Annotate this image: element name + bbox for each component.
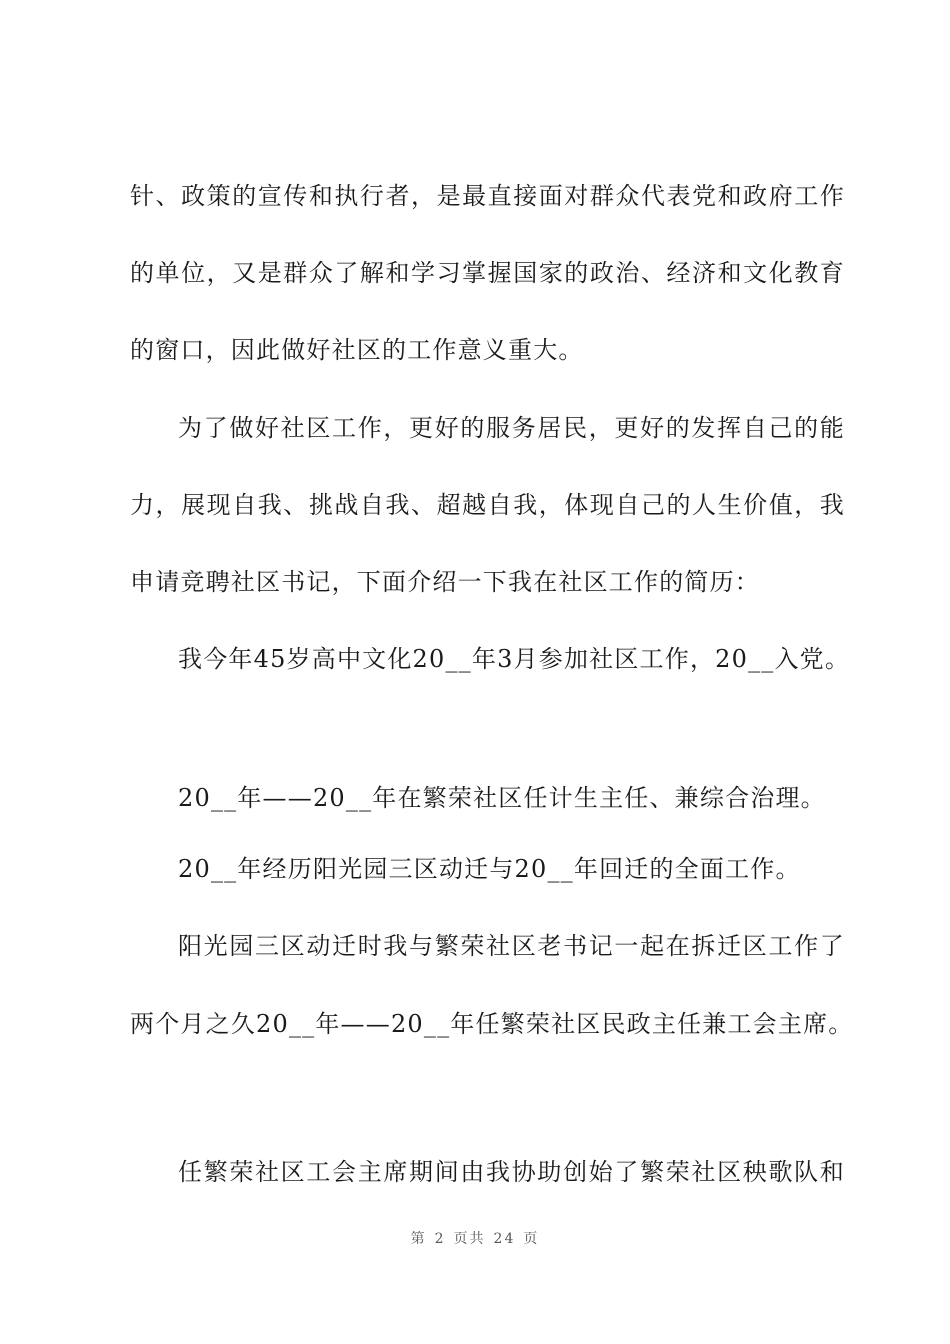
footer-prefix: 第 (410, 1231, 427, 1247)
paragraph-line: 针、政策的宣传和执行者，是最直接面对群众代表党和政府工作 (130, 182, 845, 210)
footer-suffix: 页 (523, 1231, 540, 1247)
footer-total-pages: 24 (493, 1231, 516, 1247)
paragraph-line: 20__年经历阳光园三区动迁与20__年回迁的全面工作。 (178, 855, 801, 883)
paragraph-line: 任繁荣社区工会主席期间由我协助创始了繁荣社区秧歌队和 (178, 1158, 845, 1186)
paragraph-line: 阳光园三区动迁时我与繁荣社区老书记一起在拆迁区工作了 (178, 932, 845, 960)
paragraph-line: 的窗口，因此做好社区的工作意义重大。 (130, 336, 584, 364)
paragraph-line: 申请竞聘社区书记，下面介绍一下我在社区工作的简历： (130, 568, 760, 596)
footer-current-page: 2 (434, 1231, 446, 1247)
paragraph-line: 我今年45岁高中文化20__年3月参加社区工作，20__入党。 (178, 645, 851, 673)
footer-mid: 页共 (453, 1231, 486, 1247)
paragraph-line: 20__年——20__年在繁荣社区任计生主任、兼综合治理。 (178, 784, 826, 812)
paragraph-line: 两个月之久20__年——20__年任繁荣社区民政主任兼工会主席。 (130, 1010, 854, 1038)
paragraph-line: 力，展现自我、挑战自我、超越自我，体现自己的人生价值，我 (130, 491, 845, 519)
paragraph-line: 的单位，又是群众了解和学习掌握国家的政治、经济和文化教育 (130, 259, 845, 287)
paragraph-line: 为了做好社区工作，更好的服务居民，更好的发挥自己的能 (178, 414, 845, 442)
page-footer (0, 1228, 950, 1248)
